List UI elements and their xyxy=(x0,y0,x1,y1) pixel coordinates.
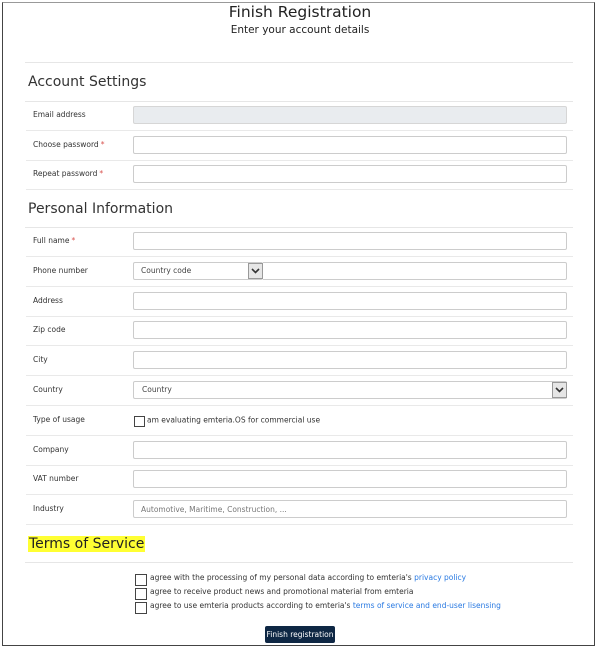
form-row-industry xyxy=(26,496,573,525)
chevron-down-icon[interactable] xyxy=(552,382,567,398)
choose-password-label: Choose password * xyxy=(33,140,105,149)
newsletter-consent-text: agree to receive product news and promotional material from emteria xyxy=(150,587,414,596)
terms-item-privacy xyxy=(135,572,466,584)
divider xyxy=(25,562,573,563)
form-row-email xyxy=(26,102,573,131)
finish-registration-button[interactable]: Finish registration xyxy=(265,626,335,643)
country-code-value: Country code xyxy=(141,266,192,275)
repeat-password-field[interactable] xyxy=(133,165,567,183)
privacy-policy-link[interactable]: privacy policy xyxy=(414,573,467,582)
section-heading-terms-of-service: Terms of Service xyxy=(29,536,145,552)
form-row-city xyxy=(26,347,573,376)
email-field[interactable] xyxy=(133,106,567,124)
privacy-consent-checkbox[interactable] xyxy=(135,574,147,586)
address-field[interactable] xyxy=(133,292,567,310)
terms-of-service-link[interactable]: terms of service and end-user lisensing xyxy=(352,601,501,610)
page-subtitle: Enter your account details xyxy=(230,24,370,36)
commercial-use-option xyxy=(134,415,320,426)
newsletter-consent-checkbox[interactable] xyxy=(135,588,147,600)
company-label: Company xyxy=(33,445,69,454)
form-row-zip xyxy=(26,317,573,346)
terms-item-tos xyxy=(135,600,501,612)
required-marker: * xyxy=(99,169,104,178)
form-row-address xyxy=(26,288,573,317)
full-name-label: Full name * xyxy=(33,236,76,245)
vat-field[interactable] xyxy=(133,470,567,488)
company-field[interactable] xyxy=(133,441,567,459)
country-label: Country xyxy=(33,385,63,394)
repeat-password-label: Repeat password * xyxy=(33,169,104,178)
email-label: Email address xyxy=(33,110,86,119)
required-marker: * xyxy=(71,236,76,245)
country-value: Country xyxy=(142,385,172,394)
required-marker: * xyxy=(100,140,105,149)
zip-label: Zip code xyxy=(33,325,66,334)
form-row-choose-password xyxy=(26,132,573,161)
tos-consent-text: agree to use emteria products according to emteria's xyxy=(150,601,353,610)
commercial-use-label: am evaluating emteria.OS for commercial use xyxy=(147,415,321,425)
country-code-select[interactable] xyxy=(133,262,263,280)
form-row-country xyxy=(26,377,573,406)
vat-label: VAT number xyxy=(33,474,79,483)
chevron-down-icon[interactable] xyxy=(248,263,263,279)
divider xyxy=(25,62,573,63)
form-row-repeat-password xyxy=(26,161,573,190)
phone-label: Phone number xyxy=(33,266,88,275)
phone-number-field[interactable] xyxy=(263,262,567,280)
form-row-full-name xyxy=(26,228,573,257)
industry-label: Industry xyxy=(33,504,64,513)
type-of-usage-label: Type of usage xyxy=(33,415,85,424)
city-label: City xyxy=(33,355,48,364)
terms-item-newsletter xyxy=(135,586,413,598)
industry-field[interactable] xyxy=(133,500,567,518)
city-field[interactable] xyxy=(133,351,567,369)
choose-password-field[interactable] xyxy=(133,136,567,154)
section-heading-account-settings: Account Settings xyxy=(28,74,147,90)
form-row-vat xyxy=(26,466,573,495)
zip-field[interactable] xyxy=(133,321,567,339)
form-row-company xyxy=(26,437,573,466)
tos-consent-checkbox[interactable] xyxy=(135,602,147,614)
page-title: Finish Registration xyxy=(228,3,372,21)
full-name-field[interactable] xyxy=(133,232,567,250)
section-heading-personal-information: Personal Information xyxy=(28,201,174,217)
country-select[interactable] xyxy=(133,381,567,399)
form-row-phone xyxy=(26,258,573,287)
commercial-use-checkbox[interactable] xyxy=(134,416,145,427)
privacy-consent-text: agree with the processing of my personal data according to emteria's xyxy=(150,573,415,582)
address-label: Address xyxy=(33,296,63,305)
form-row-type-of-usage xyxy=(26,407,573,436)
